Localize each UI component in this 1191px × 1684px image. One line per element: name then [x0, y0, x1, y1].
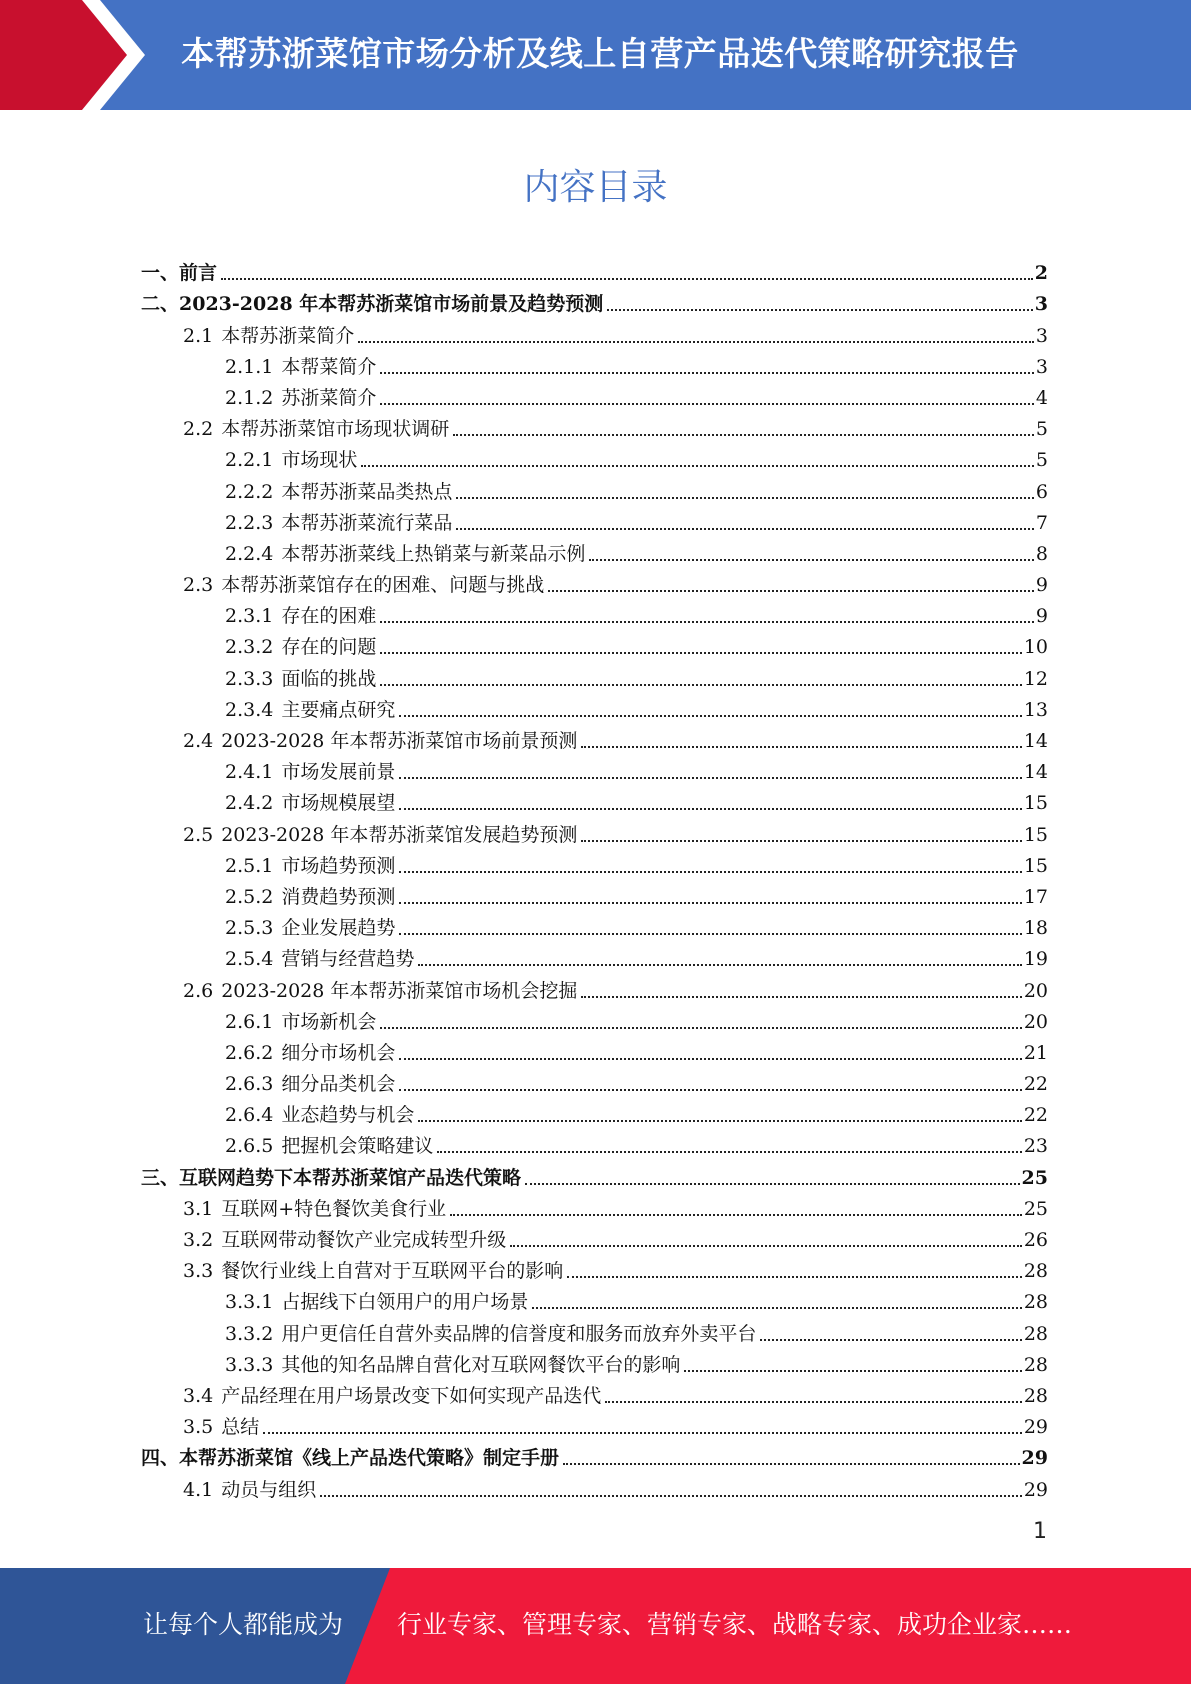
toc-dot-leader: [510, 1245, 1022, 1247]
toc-entry-page: 20: [1023, 1010, 1048, 1033]
toc-entry-number: 2.3: [183, 574, 214, 597]
toc-entry-page: 28: [1023, 1291, 1048, 1314]
toc-dot-leader: [567, 1276, 1022, 1278]
toc-entry-page: 21: [1023, 1041, 1048, 1064]
toc-entry[interactable]: [141, 909, 1048, 940]
toc-entry-title: 本帮菜简介: [281, 355, 377, 378]
toc-entry-title: 存在的问题: [281, 636, 377, 659]
toc-dot-leader: [263, 1432, 1022, 1434]
toc-entry[interactable]: [141, 1314, 1048, 1345]
toc-entry-title: 细分市场机会: [281, 1041, 396, 1064]
toc-entry-number: 一、: [141, 262, 180, 285]
toc-dot-leader: [684, 1370, 1021, 1372]
toc-entry-title: 本帮苏浙菜品类热点: [281, 480, 453, 503]
toc-heading: 内容目录: [523, 167, 668, 208]
toc-entry[interactable]: [141, 1065, 1048, 1096]
toc-entry-number: 3.5: [183, 1416, 214, 1439]
toc-entry[interactable]: [141, 1346, 1048, 1377]
toc-entry-number: 2.2.3: [225, 511, 274, 534]
toc-dot-leader: [437, 1151, 1021, 1153]
report-header-band: [0, 0, 1191, 110]
toc-entry-title: 产品经理在用户场景改变下如何实现产品迭代: [221, 1384, 602, 1407]
toc-entry[interactable]: [141, 847, 1048, 878]
toc-entry-page: 25: [1023, 1197, 1048, 1220]
toc-entry-number: 3.2: [183, 1229, 214, 1251]
toc-entry-page: 3: [1035, 324, 1048, 347]
toc-entry-page: 28: [1023, 1353, 1048, 1376]
toc-entry-title: 企业发展趋势: [281, 917, 396, 940]
toc-entry-title: 2023-2028 年本帮苏浙菜馆市场机会挖掘: [221, 979, 578, 1002]
toc-entry-page: 17: [1023, 885, 1048, 908]
toc-dot-leader: [361, 465, 1034, 467]
toc-entry-title: 互联网+特色餐饮美食行业: [221, 1197, 447, 1220]
toc-entry-number: 2.6.3: [225, 1073, 274, 1096]
toc-entry-title: 本帮苏浙菜线上热销菜与新菜品示例: [281, 542, 586, 565]
toc-entry-title: 面临的挑战: [281, 667, 377, 690]
toc-entry-page: 15: [1023, 792, 1048, 815]
toc-entry-page: 10: [1023, 636, 1048, 659]
toc-entry[interactable]: [141, 815, 1048, 846]
toc-entry[interactable]: [141, 691, 1048, 722]
toc-entry[interactable]: [141, 722, 1048, 753]
toc-dot-leader: [380, 684, 1021, 686]
toc-dot-leader: [399, 902, 1021, 904]
toc-entry-page: 29: [1023, 1478, 1048, 1501]
toc-entry-number: 2.3.1: [225, 605, 274, 628]
toc-entry[interactable]: [141, 410, 1048, 441]
toc-entry-number: 2.6: [183, 979, 214, 1002]
table-of-contents: [141, 254, 1048, 1502]
toc-dot-leader: [399, 871, 1021, 873]
toc-entry-title: 前言: [179, 262, 218, 285]
toc-entry[interactable]: [141, 1252, 1048, 1283]
toc-entry[interactable]: [141, 784, 1048, 815]
toc-entry[interactable]: [141, 535, 1048, 566]
page-number: 1: [1033, 1519, 1047, 1544]
toc-entry-page: 19: [1023, 948, 1048, 971]
toc-entry-number: 2.2.4: [225, 542, 274, 565]
toc-entry-title: 总结: [221, 1416, 260, 1439]
toc-dot-leader: [380, 621, 1034, 623]
toc-entry-number: 4.1: [183, 1478, 214, 1501]
footer-band: [0, 1568, 1191, 1684]
toc-dot-leader: [456, 528, 1034, 530]
toc-dot-leader: [399, 933, 1021, 935]
toc-dot-leader: [453, 434, 1034, 436]
toc-entry-title: 细分品类机会: [281, 1073, 396, 1096]
toc-entry-page: 13: [1023, 698, 1048, 721]
toc-entry-number: 2.2.1: [225, 449, 274, 472]
toc-entry-number: 3.3.2: [225, 1322, 274, 1345]
toc-entry-page: 22: [1023, 1104, 1048, 1127]
toc-dot-leader: [380, 652, 1021, 654]
toc-entry[interactable]: [141, 316, 1048, 347]
toc-dot-leader: [380, 372, 1034, 374]
toc-dot-leader: [399, 808, 1021, 810]
toc-dot-leader: [358, 341, 1034, 343]
toc-entry-page: 12: [1023, 667, 1048, 690]
toc-entry-number: 2.3.4: [225, 698, 274, 721]
toc-entry-title: 2023-2028 年本帮苏浙菜馆发展趋势预测: [221, 823, 578, 846]
toc-entry[interactable]: [141, 940, 1048, 971]
report-title: 本帮苏浙菜馆市场分析及线上自营产品迭代策略研究报告: [181, 34, 1019, 73]
toc-entry-title: 互联网带动餐饮产业完成转型升级: [221, 1229, 507, 1251]
footer-slogan-right: 行业专家、管理专家、营销专家、战略专家、成功企业家……: [397, 1610, 1073, 1639]
toc-entry-number: 2.1: [183, 324, 214, 347]
toc-entry-page: 14: [1023, 730, 1048, 752]
toc-entry-number: 2.5.4: [225, 948, 274, 971]
toc-entry-title: 市场现状: [281, 449, 358, 472]
toc-dot-leader: [418, 1120, 1021, 1122]
toc-entry[interactable]: [141, 659, 1048, 690]
toc-entry-page: 9: [1035, 574, 1048, 597]
toc-entry-number: 2.2.2: [225, 480, 274, 503]
toc-entry-number: 3.3: [183, 1260, 214, 1283]
toc-entry-page: 2: [1034, 262, 1048, 285]
toc-dot-leader: [456, 497, 1034, 499]
toc-dot-leader: [399, 715, 1021, 717]
toc-entry-title: 市场规模展望: [281, 792, 396, 815]
toc-entry[interactable]: [141, 348, 1048, 379]
toc-entry-title: 主要痛点研究: [281, 698, 396, 721]
toc-entry-number: 三、: [141, 1166, 180, 1189]
toc-entry-number: 2.5.3: [225, 917, 274, 940]
toc-entry-number: 3.3.1: [225, 1291, 274, 1314]
toc-dot-leader: [399, 1089, 1021, 1091]
toc-entry-title: 本帮苏浙菜馆存在的困难、问题与挑战: [221, 574, 545, 597]
toc-entry-page: 8: [1035, 542, 1048, 565]
toc-entry-number: 2.5.2: [225, 885, 274, 908]
toc-entry-number: 2.3.3: [225, 667, 274, 690]
toc-entry-title: 市场趋势预测: [281, 854, 396, 877]
toc-entry[interactable]: [141, 1158, 1048, 1189]
toc-entry-page: 15: [1023, 823, 1048, 846]
toc-entry[interactable]: [141, 1034, 1048, 1065]
toc-entry-number: 3.4: [183, 1384, 214, 1407]
toc-entry-title: 营销与经营趋势: [281, 948, 415, 971]
toc-dot-leader: [221, 278, 1033, 280]
toc-entry-title: 市场新机会: [281, 1010, 377, 1033]
toc-entry-page: 3: [1035, 355, 1048, 378]
toc-dot-leader: [581, 996, 1021, 998]
toc-dot-leader: [380, 1027, 1021, 1029]
toc-entry-title: 互联网趋势下本帮苏浙菜馆产品迭代策略: [179, 1166, 522, 1189]
toc-entry-number: 2.6.4: [225, 1104, 274, 1127]
toc-entry[interactable]: [141, 597, 1048, 628]
toc-entry-number: 3.3.3: [225, 1353, 274, 1376]
toc-entry-page: 4: [1035, 386, 1048, 409]
toc-entry[interactable]: [141, 379, 1048, 410]
toc-entry-title: 本帮苏浙菜馆《线上产品迭代策略》制定手册: [179, 1447, 560, 1470]
toc-entry-title: 苏浙菜简介: [281, 386, 377, 409]
toc-entry[interactable]: [141, 254, 1048, 285]
toc-dot-leader: [548, 590, 1034, 592]
toc-entry[interactable]: [141, 1190, 1048, 1221]
toc-entry-number: 2.4.2: [225, 792, 274, 815]
toc-entry-title: 用户更信任自营外卖品牌的信誉度和服务而放弃外卖平台: [281, 1322, 757, 1345]
toc-entry[interactable]: [141, 566, 1048, 597]
toc-entry-page: 15: [1023, 854, 1048, 877]
toc-entry-number: 2.4.1: [225, 761, 274, 784]
toc-entry-title: 本帮苏浙菜简介: [221, 324, 355, 347]
toc-entry-page: 26: [1023, 1229, 1048, 1251]
toc-dot-leader: [525, 1183, 1020, 1185]
toc-entry-page: 22: [1023, 1073, 1048, 1096]
toc-entry-page: 9: [1035, 605, 1048, 628]
toc-dot-leader: [380, 403, 1034, 405]
toc-entry-page: 20: [1023, 979, 1048, 1002]
toc-entry-page: 28: [1023, 1322, 1048, 1345]
toc-entry-number: 2.1.1: [225, 355, 274, 378]
toc-entry-page: 28: [1023, 1384, 1048, 1407]
toc-entry-number: 2.2: [183, 418, 214, 441]
toc-entry[interactable]: [141, 971, 1048, 1002]
toc-dot-leader: [418, 964, 1021, 966]
toc-entry-page: 29: [1023, 1416, 1048, 1439]
toc-dot-leader: [581, 746, 1021, 748]
toc-entry[interactable]: [141, 878, 1048, 909]
toc-entry-page: 7: [1035, 511, 1048, 534]
toc-entry[interactable]: [141, 1221, 1048, 1252]
toc-entry-title: 2023-2028 年本帮苏浙菜馆市场前景及趋势预测: [179, 293, 604, 316]
toc-entry-number: 2.4: [183, 730, 214, 752]
toc-entry-page: 5: [1035, 449, 1048, 472]
toc-entry-title: 业态趋势与机会: [281, 1104, 415, 1127]
toc-dot-leader: [399, 777, 1021, 779]
toc-entry-number: 2.5: [183, 823, 214, 846]
toc-entry-number: 2.6.5: [225, 1135, 274, 1158]
toc-entry-number: 二、: [141, 293, 180, 316]
toc-entry-page: 3: [1034, 293, 1048, 316]
toc-entry-title: 存在的困难: [281, 605, 377, 628]
toc-entry-title: 占据线下白领用户的用户场景: [281, 1291, 529, 1314]
toc-dot-leader: [563, 1463, 1020, 1465]
toc-entry[interactable]: [141, 628, 1048, 659]
toc-entry-title: 本帮苏浙菜流行菜品: [281, 511, 453, 534]
toc-entry-number: 2.5.1: [225, 854, 274, 877]
toc-entry[interactable]: [141, 1408, 1048, 1439]
toc-entry-page: 25: [1021, 1166, 1048, 1189]
toc-entry[interactable]: [141, 441, 1048, 472]
toc-entry-page: 23: [1023, 1135, 1048, 1158]
toc-entry-page: 28: [1023, 1260, 1048, 1283]
toc-dot-leader: [589, 559, 1034, 561]
toc-entry-title: 把握机会策略建议: [281, 1135, 434, 1158]
toc-dot-leader: [320, 1495, 1022, 1497]
toc-entry-page: 29: [1021, 1447, 1048, 1470]
toc-entry-number: 2.6.1: [225, 1010, 274, 1033]
toc-entry-number: 2.3.2: [225, 636, 274, 659]
header-red-chevron-icon: [0, 0, 160, 110]
toc-dot-leader: [450, 1214, 1022, 1216]
toc-entry-page: 18: [1023, 917, 1048, 940]
toc-entry-page: 14: [1023, 761, 1048, 784]
toc-dot-leader: [532, 1307, 1021, 1309]
toc-entry[interactable]: [141, 1283, 1048, 1314]
toc-entry-title: 市场发展前景: [281, 761, 396, 784]
toc-entry-number: 3.1: [183, 1197, 214, 1220]
toc-dot-leader: [581, 840, 1021, 842]
toc-entry-title: 餐饮行业线上自营对于互联网平台的影响: [221, 1260, 564, 1283]
toc-entry[interactable]: [141, 285, 1048, 316]
toc-entry[interactable]: [141, 753, 1048, 784]
toc-entry-number: 四、: [141, 1447, 180, 1470]
toc-entry[interactable]: [141, 472, 1048, 503]
toc-entry-title: 动员与组织: [221, 1478, 317, 1501]
toc-entry-page: 6: [1035, 480, 1048, 503]
toc-entry[interactable]: [141, 1096, 1048, 1127]
toc-dot-leader: [399, 1058, 1021, 1060]
toc-entry-title: 2023-2028 年本帮苏浙菜馆市场前景预测: [221, 730, 578, 752]
footer-slogan-left: 让每个人都能成为: [143, 1610, 344, 1639]
toc-dot-leader: [760, 1339, 1021, 1341]
toc-entry-title: 消费趋势预测: [281, 885, 396, 908]
toc-entry[interactable]: [141, 1470, 1048, 1501]
toc-entry[interactable]: [141, 1127, 1048, 1158]
toc-entry-number: 2.1.2: [225, 386, 274, 409]
toc-entry[interactable]: [141, 1377, 1048, 1408]
toc-entry[interactable]: [141, 1003, 1048, 1034]
toc-dot-leader: [607, 309, 1032, 311]
toc-entry[interactable]: [141, 1439, 1048, 1470]
toc-entry-title: 本帮苏浙菜馆市场现状调研: [221, 418, 450, 441]
toc-dot-leader: [605, 1401, 1022, 1403]
toc-entry-number: 2.6.2: [225, 1041, 274, 1064]
toc-entry-page: 5: [1035, 418, 1048, 441]
toc-entry[interactable]: [141, 504, 1048, 535]
toc-entry-title: 其他的知名品牌自营化对互联网餐饮平台的影响: [281, 1353, 681, 1376]
